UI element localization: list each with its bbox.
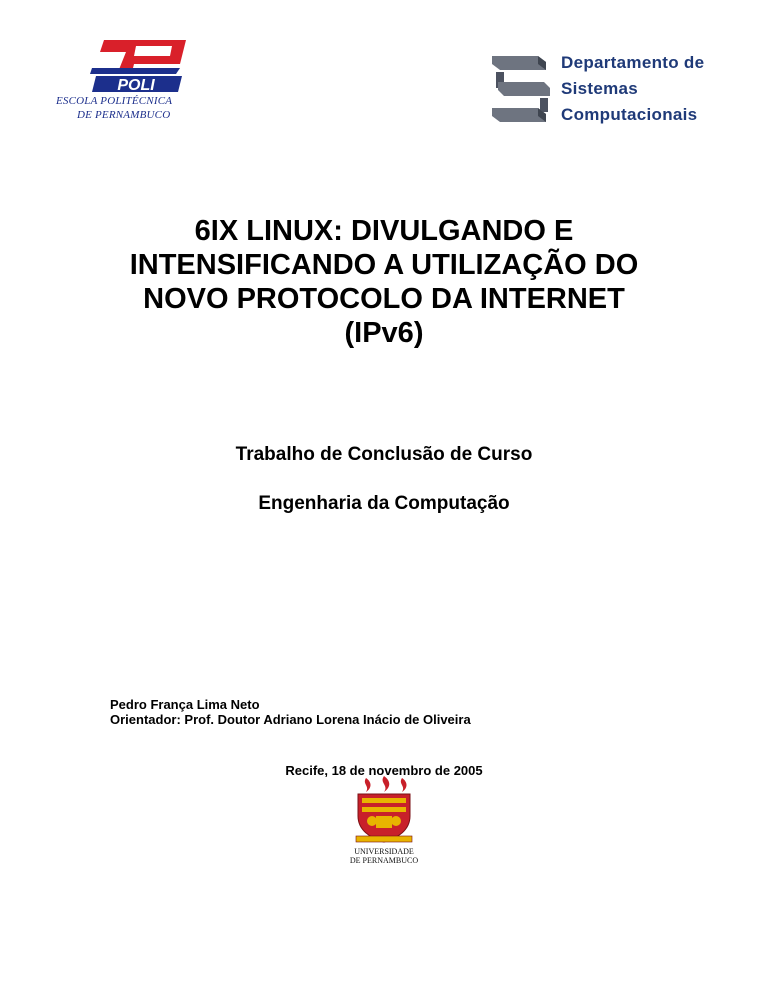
department-emblem-icon xyxy=(488,52,556,132)
ufpe-crest xyxy=(346,776,422,866)
place-date: Recife, 18 de novembro de 2005 xyxy=(285,763,483,778)
author-name: Pedro França Lima Neto xyxy=(110,697,260,712)
department-logo xyxy=(488,52,758,132)
title-line-1: 6IX LINUX: DIVULGANDO E xyxy=(194,215,574,247)
poli-emblem-icon xyxy=(90,38,190,96)
advisor-name: Orientador: Prof. Doutor Adriano Lorena Inácio de Oliveira xyxy=(110,712,471,727)
title-line-2: INTENSIFICANDO A UTILIZAÇÃO DO xyxy=(129,249,639,281)
poli-wordmark: POLI xyxy=(117,77,155,94)
poli-caption-line2: DE PERNAMBUCO xyxy=(77,109,171,121)
poli-logo xyxy=(56,38,216,130)
ufpe-caption-line1: UNIVERSIDADE xyxy=(354,847,414,856)
poli-caption-line1: ESCOLA POLITÉCNICA xyxy=(56,95,173,107)
work-type: Trabalho de Conclusão de Curso xyxy=(235,444,533,465)
ufpe-caption-line2: DE PERNAMBUCO xyxy=(349,856,419,865)
document-title xyxy=(0,214,768,350)
ufpe-crest-icon xyxy=(352,776,416,846)
title-line-4: (IPv6) xyxy=(344,317,424,349)
course-name: Engenharia da Computação xyxy=(258,493,510,514)
department-name-line3: Computacionais xyxy=(561,105,698,124)
department-name-line2: Sistemas xyxy=(561,79,639,98)
department-name-line1: Departamento de xyxy=(561,53,705,72)
title-line-3: NOVO PROTOCOLO DA INTERNET xyxy=(143,283,625,315)
